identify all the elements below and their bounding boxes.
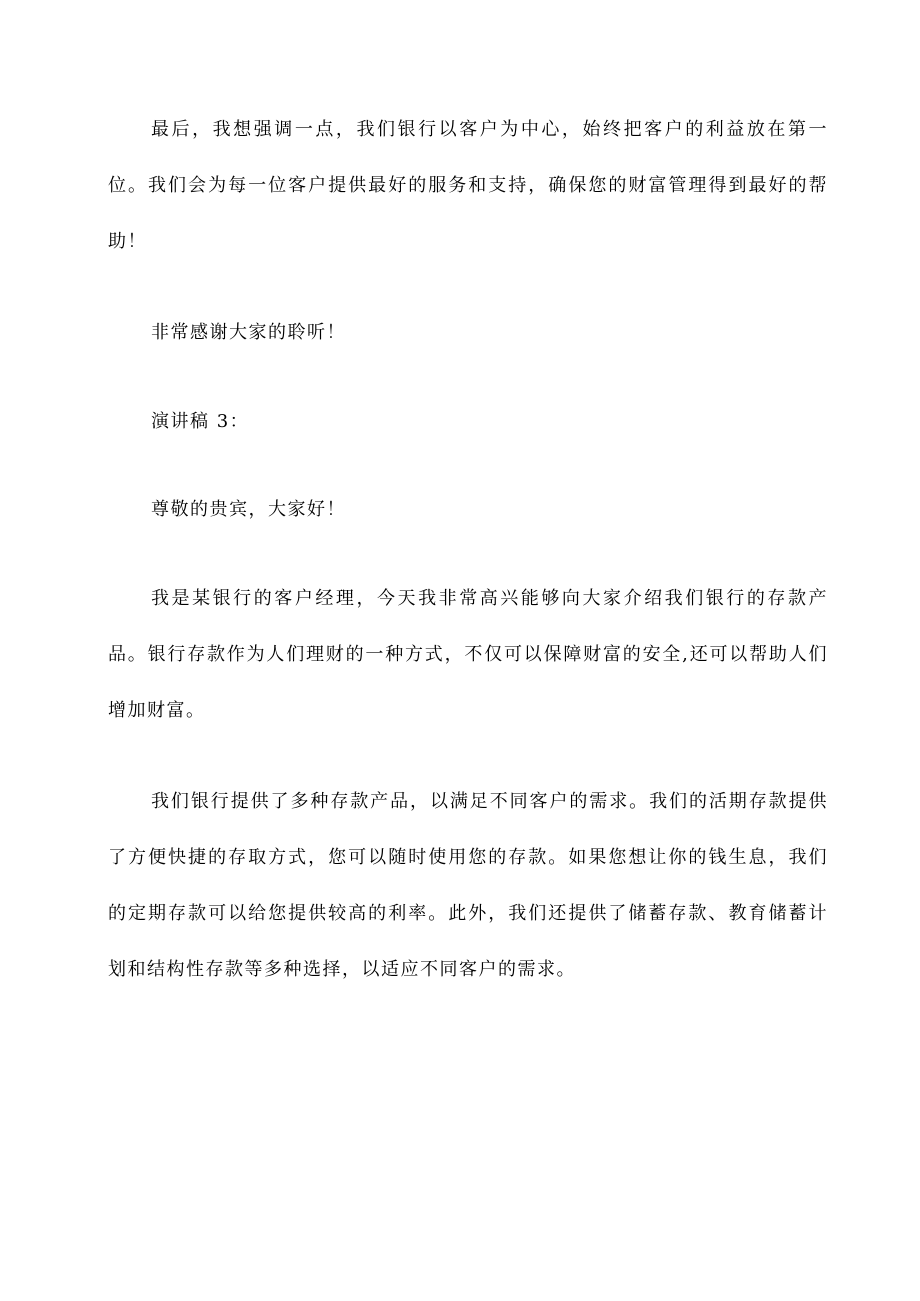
paragraph-products: 我们银行提供了多种存款产品，以满足不同客户的需求。我们的活期存款提供了方便快捷的存取方式，您可以随时使用您的存款。如果您想让你的钱生息，我们的定期存款可以给您提供较高的利率。此外，我们还提供了储蓄存款、教育储蓄计划和结构性存款等多种选择，以适应不同客户的需求。 [108,791,828,980]
paragraph-thanks: 非常感谢大家的聆听！ [151,322,346,343]
paragraph-closing-emphasis: 最后，我想强调一点，我们银行以客户为中心，始终把客户的利益放在第一位。我们会为每一位客户提供最好的服务和支持，确保您的财富管理得到最好的帮助！ [108,119,828,252]
paragraph-greeting: 尊敬的贵宾，大家好！ [151,499,346,520]
paragraph-introduction: 我是某银行的客户经理，今天我非常高兴能够向大家介绍我们银行的存款产品。银行存款作为人们理财的一种方式，不仅可以保障财富的安全,还可以帮助人们增加财富。 [108,588,828,721]
speech-heading: 演讲稿 3： [151,411,250,432]
